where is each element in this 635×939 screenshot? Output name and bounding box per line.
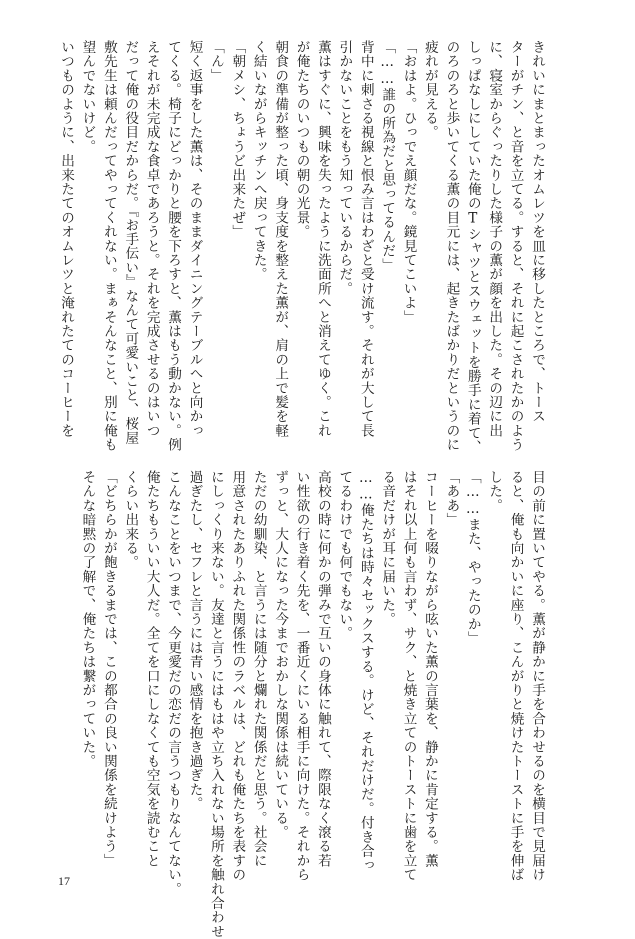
- text-line: 過ぎたし、セフレと言うには青い感情を抱き過ぎた。: [186, 470, 203, 811]
- page-number: 17: [58, 874, 70, 888]
- text-line: ずっと、大人になった今までおかしな関係は続いている。: [272, 470, 289, 840]
- text-line: 「おはよ。ひっでえ顔だな。鏡見てこいよ」: [400, 40, 417, 324]
- text-line: 「朝メシ、ちょうど出来たぜ」: [229, 40, 246, 239]
- text-block-lower: [79, 470, 547, 939]
- text-line: が俺たちのいつもの朝の光景。: [293, 40, 310, 239]
- text-line: 用意されたありふれた関係性のラベルは、どれも俺たちを表すの: [229, 470, 246, 882]
- text-line: い性欲の行き着く先を、一番近くにいる相手に向けた。それから: [293, 470, 310, 882]
- text-line: 敷先生は頼んだってやってくれない。まぁそんなこと、別に俺も: [100, 40, 117, 452]
- text-line: ただの幼馴染、と言うには随分と爛れた関係だと思う。社会に: [250, 470, 267, 868]
- text-line: 薫はすぐに、興味を失ったように洗面所へと消えてゆく。これ: [314, 40, 331, 438]
- text-line: はそれ以上何も言わず、サク、と焼き立てのトーストに歯を立て: [400, 470, 417, 882]
- text-line: だって俺の役目だからだ。『お手伝い』なんて可愛いこと、桜屋: [122, 40, 139, 445]
- text-line: ると、俺も向かいに座り、こんがりと焼けたトーストに手を伸ば: [507, 470, 524, 882]
- text-line: 目の前に置いてやる。薫が静かに手を合わせるのを横目で見届け: [529, 470, 545, 882]
- text-line: く結いながらキッチンへ戻ってきた。: [250, 40, 267, 282]
- text-line: のろのろと歩いてくる薫の目元には、起きたばかりだというのに: [443, 40, 460, 452]
- text-line: 高校の時に何かの弾みで互いの身体に触れて、際限なく滾る若: [314, 470, 331, 868]
- text-line: に、寝室からぐったりした様子の薫が顔を出した。その辺に出: [486, 40, 503, 438]
- text-line: ターがチン、と音を立てる。すると、それに起こされたかのよう: [507, 40, 524, 452]
- text-line: ……俺たちは時々セックスする。けど、それだけだ。付き合っ: [357, 470, 374, 873]
- text-line: きれいにまとまったオムレツを皿に移したところで、トース: [529, 40, 545, 424]
- text-line: 短く返事をした薫は、そのままダイニングテーブルへと向かっ: [186, 40, 203, 438]
- text-line: 「どちらかが飽きるまでは、この都合の良い関係を続けよう」: [100, 470, 117, 868]
- text-line: した。: [486, 470, 503, 513]
- text-line: 引かないことをもう知っているからだ。: [336, 40, 353, 296]
- text-line: 「ああ」: [443, 470, 460, 527]
- text-line: る音だけが耳に届いた。: [379, 470, 396, 627]
- text-line: くらい出来る。: [122, 470, 139, 570]
- text-line: 「……誰の所為だと思ってるんだ」: [379, 40, 396, 272]
- text-line: 「ん」: [207, 40, 224, 83]
- text-line: そんな暗黙の了解で、俺たちは繋がっていた。: [79, 470, 96, 769]
- text-line: 俺たちもういい大人だ。全てを口にしなくても空気を読むこと: [143, 470, 160, 868]
- text-block-upper: [58, 40, 547, 455]
- text-line: えそれが未完成な食卓であろうと。それを完成させるのはいつ: [143, 40, 160, 438]
- text-line: しっぱなしにしていた俺のTシャツとスウェットを勝手に着て、: [464, 40, 481, 455]
- text-line: 疲れが見える。: [421, 40, 438, 140]
- text-line: こんなことをいつまで、今更愛だの恋だの言うつもりなんてない。: [165, 470, 182, 896]
- text-line: 朝食の準備が整った頃、身支度を整えた薫が、肩の上で髪を軽: [272, 40, 289, 438]
- text-line: てくる。椅子にどっかりと腰を下ろすと、薫はもう動かない。例: [165, 40, 182, 452]
- text-line: 「……また、やったのか」: [464, 470, 481, 646]
- text-line: 望んでないけど。: [79, 40, 96, 154]
- text-line: いつものように、出来たてのオムレツと淹れたてのコーヒーを: [58, 40, 75, 438]
- text-line: にしっくり来ない。友達と言うにはもはや立ち入れない場所を触れ合わせ: [207, 470, 224, 939]
- text-line: コーヒーを啜りながら呟いた薫の言葉を、静かに肯定する。薫: [421, 470, 438, 868]
- text-line: てるわけでも何でもない。: [336, 470, 353, 641]
- text-line: 背中に刺さる視線と恨み言はわざと受け流す。それが大して長: [357, 40, 374, 438]
